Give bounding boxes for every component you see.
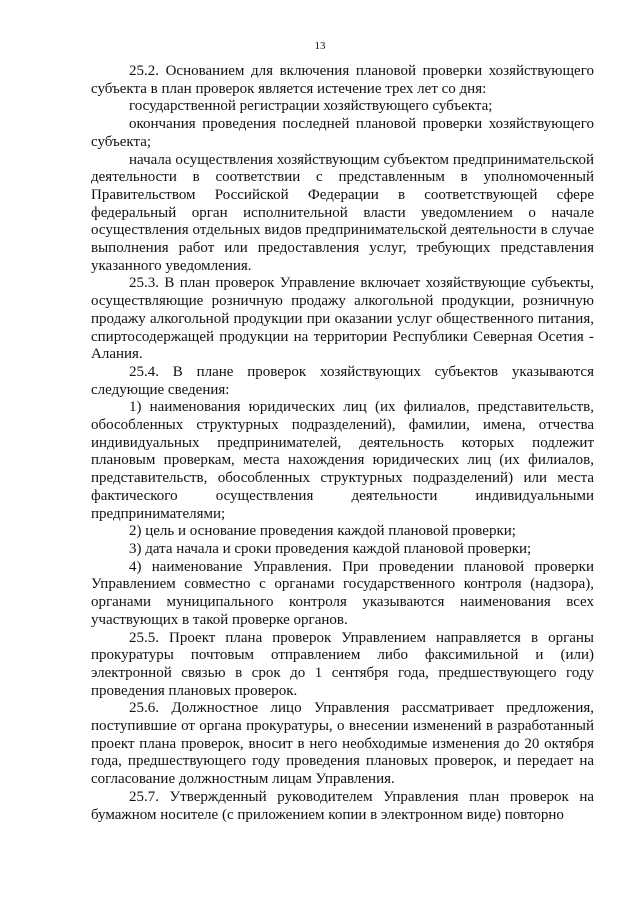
paragraph-25-4: 25.4. В плане проверок хозяйствующих субъектов указываются следующие сведения: [91, 363, 594, 398]
paragraph-25-3: 25.3. В план проверок Управление включает хозяйствующие субъекты, осуществляющие розничную продажу алкогольной продукции, розничную продажу алкогольной продукции при оказании услуг общественного питания, спиртосодержащей продукции на территории Республики Северная Осетия - Алания. [91, 275, 594, 363]
paragraph-25-6: 25.6. Должностное лицо Управления рассматривает предложения, поступившие от органа прокуратуры, о внесении изменений в разработанный проект плана проверок, вносит в него необходимые изменения до 20 октября года, предшествующего году проведения плановых проверок, и передает на согласование должностным лицам Управления. [91, 700, 594, 788]
paragraph-last-inspection-end: окончания проведения последней плановой проверки хозяйствующего субъекта; [91, 116, 594, 150]
paragraph-25-5: 25.5. Проект плана проверок Управлением направляется в органы прокуратуры почтовым отправлением либо факсимильной и (или) электронной связью в срок до 1 сентября года, предшествующего году проведения плановых проверок. [91, 629, 594, 699]
list-item-4: 4) наименование Управления. При проведении плановой проверки Управлением совместно с органами государственного контроля (надзора), органами муниципального контроля указываются наименования всех участвующих в такой проверке органов. [91, 558, 594, 628]
page-number: 13 [314, 40, 326, 52]
paragraph-state-registration: государственной регистрации хозяйствующего субъекта; [129, 98, 493, 115]
list-item-2: 2) цель и основание проведения каждой плановой проверки; [129, 523, 516, 540]
paragraph-business-start: начала осуществления хозяйствующим субъектом предпринимательской деятельности в соответствии с представленным в уполномоченный Правительством Российской Федерации в соответствующей сфере федеральный орган исполнительной власти уведомлением о начале осуществления отдельных видов предпринимательской деятельности в случае выполнения работ или предоставления услуг, требующих представления указанного уведомления. [91, 151, 594, 274]
paragraph-25-7: 25.7. Утвержденный руководителем Управления план проверок на бумажном носителе (с приложением копии в электронном виде) повторно [91, 788, 594, 823]
list-item-3: 3) дата начала и сроки проведения каждой плановой проверки; [129, 540, 532, 557]
document-body [91, 63, 594, 824]
paragraph-25-2: 25.2. Основанием для включения плановой проверки хозяйствующего субъекта в план проверок является истечение трех лет со дня: [91, 63, 594, 97]
list-item-1: 1) наименования юридических лиц (их филиалов, представительств, обособленных структурных подразделений), фамилии, имена, отчества индивидуальных предпринимателей, деятельность которых подлежит плановым проверкам, места нахождения юридических лиц (их филиалов, представительств, обособленных структурных подразделений) или места фактического осуществления деятельности индивидуальными предпринимателями; [91, 399, 594, 522]
